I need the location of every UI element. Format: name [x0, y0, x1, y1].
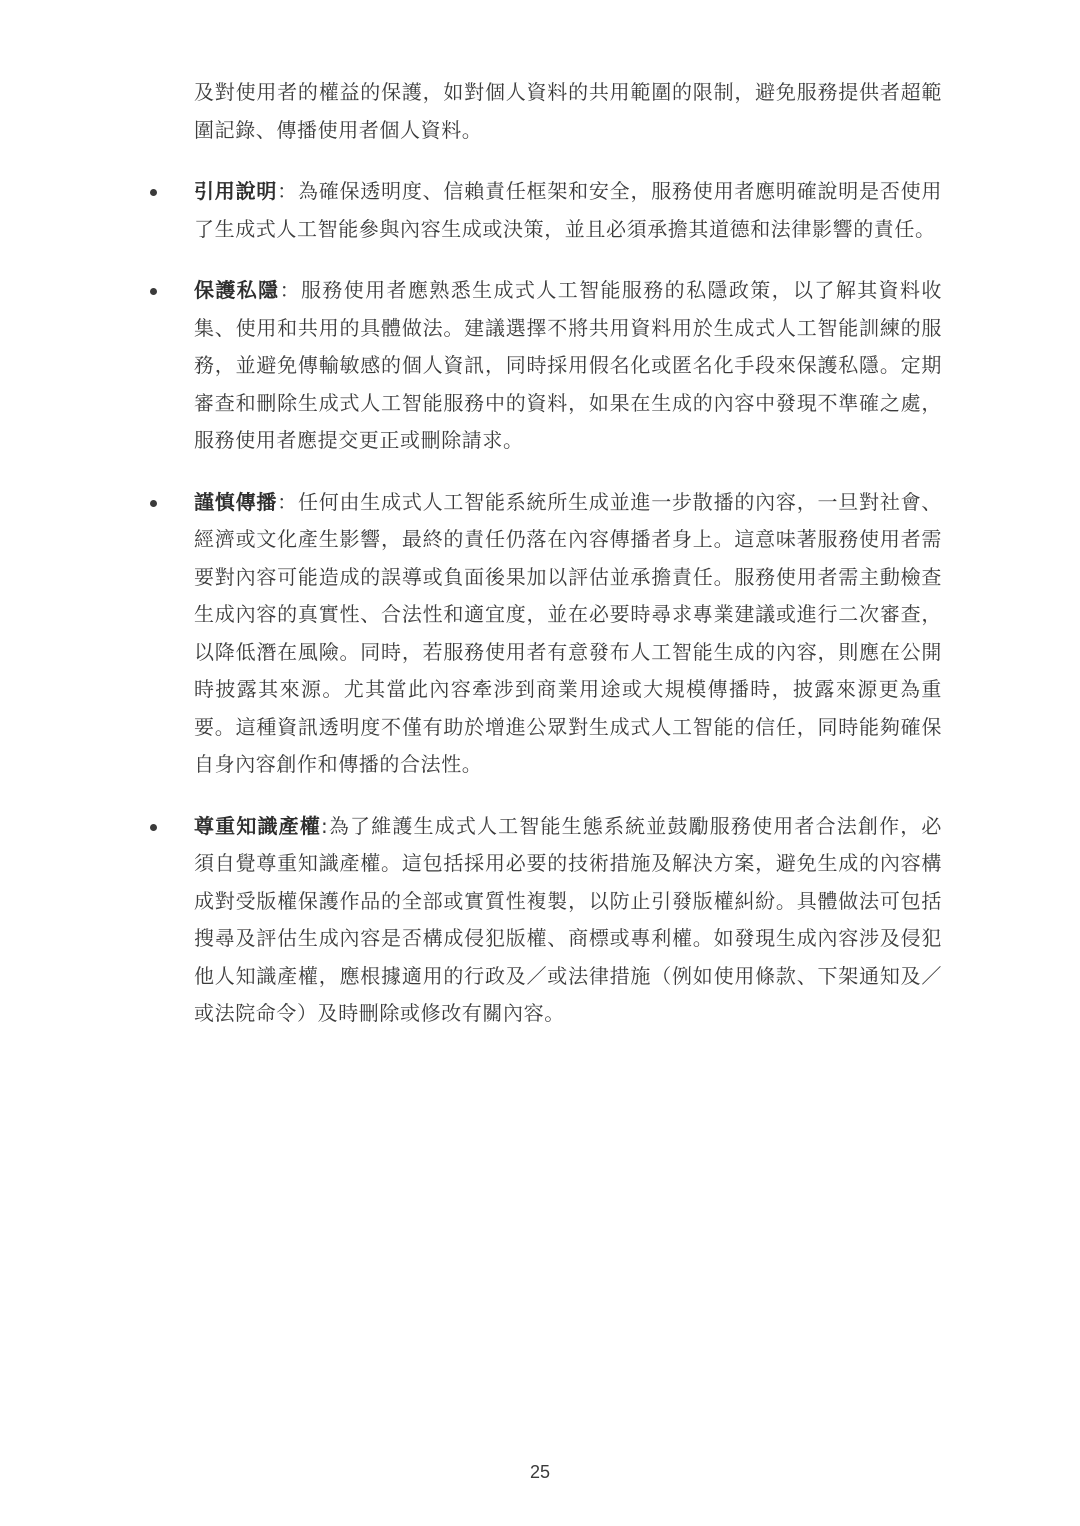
list-item-text: 任何由生成式人工智能系統所生成並進一步散播的內容，一旦對社會、經濟或文化產生影響，最終的責任仍落在內容傳播者身上。這意味著服務使用者需要對內容可能造成的誤導或負面後果加以評估並承擔責任。服務使用者需主動檢查生成內容的真實性、合法性和適宜度，並在必要時尋求專業建議或進行二次審查，以降低潛在風險。同時，若服務使用者有意發布人工智能生成的內容，則應在公開時披露其來源。尤其當此內容牽涉到商業用途或大規模傳播時，披露來源更為重要。這種資訊透明度不僅有助於增進公眾對生成式人工智能的信任，同時能夠確保自身內容創作和傳播的合法性。	[194, 489, 943, 776]
bullet-icon	[150, 824, 157, 831]
continuation-paragraph: 及對使用者的權益的保護，如對個人資料的共用範圍的限制，避免服務提供者超範圍記錄、傳播使用者個人資料。	[194, 80, 942, 142]
list-item-citation	[194, 173, 942, 248]
list-item-term: 尊重知識產權	[194, 813, 321, 838]
list-item-privacy	[194, 272, 942, 460]
list-item-separator: :	[320, 813, 329, 838]
list-item-term: 引用說明	[194, 179, 278, 203]
list-item-ip	[194, 808, 942, 1033]
list-item-term: 保護私隱	[194, 278, 280, 302]
page-body	[0, 74, 1080, 1057]
list-item-separator: ：	[279, 278, 301, 302]
bullet-icon	[150, 500, 157, 507]
page-number: 25	[529, 1462, 551, 1482]
bullet-icon	[150, 288, 157, 295]
bullet-icon	[150, 189, 157, 196]
list-item-text: 服務使用者應熟悉生成式人工智能服務的私隱政策，以了解其資料收集、使用和共用的具體做法。建議選擇不將共用資料用於生成式人工智能訓練的服務，並避免傳輸敏感的個人資訊，同時採用假名化或匿名化手段來保護私隱。定期審查和刪除生成式人工智能服務中的資料，如果在生成的內容中發現不準確之處，服務使用者應提交更正或刪除請求。	[194, 278, 942, 452]
list-item-dissemination	[194, 484, 942, 784]
list-item-text: 為了維護生成式人工智能生態系統並鼓勵服務使用者合法創作，必須自覺尊重知識產權。這包括採用必要的技術措施及解決方案，避免生成的內容構成對受版權保護作品的全部或實質性複製，以防止引發版權糾紛。具體做法可包括搜尋及評估生成內容是否構成侵犯版權、商標或專利權。如發現生成內容涉及侵犯他人知識產權，應根據適用的行政及／或法律措施（例如使用條款、下架通知及／或法院命令）及時刪除或修改有關內容。	[194, 813, 942, 1025]
list-item-separator: ：	[277, 489, 298, 514]
list-item-term: 謹慎傳播	[194, 489, 278, 514]
list-item-text: 為確保透明度、信賴責任框架和安全，服務使用者應明確說明是否使用了生成式人工智能參與內容生成或決策，並且必須承擔其道德和法律影響的責任。	[194, 179, 943, 241]
list-item-separator: ：	[277, 179, 298, 203]
